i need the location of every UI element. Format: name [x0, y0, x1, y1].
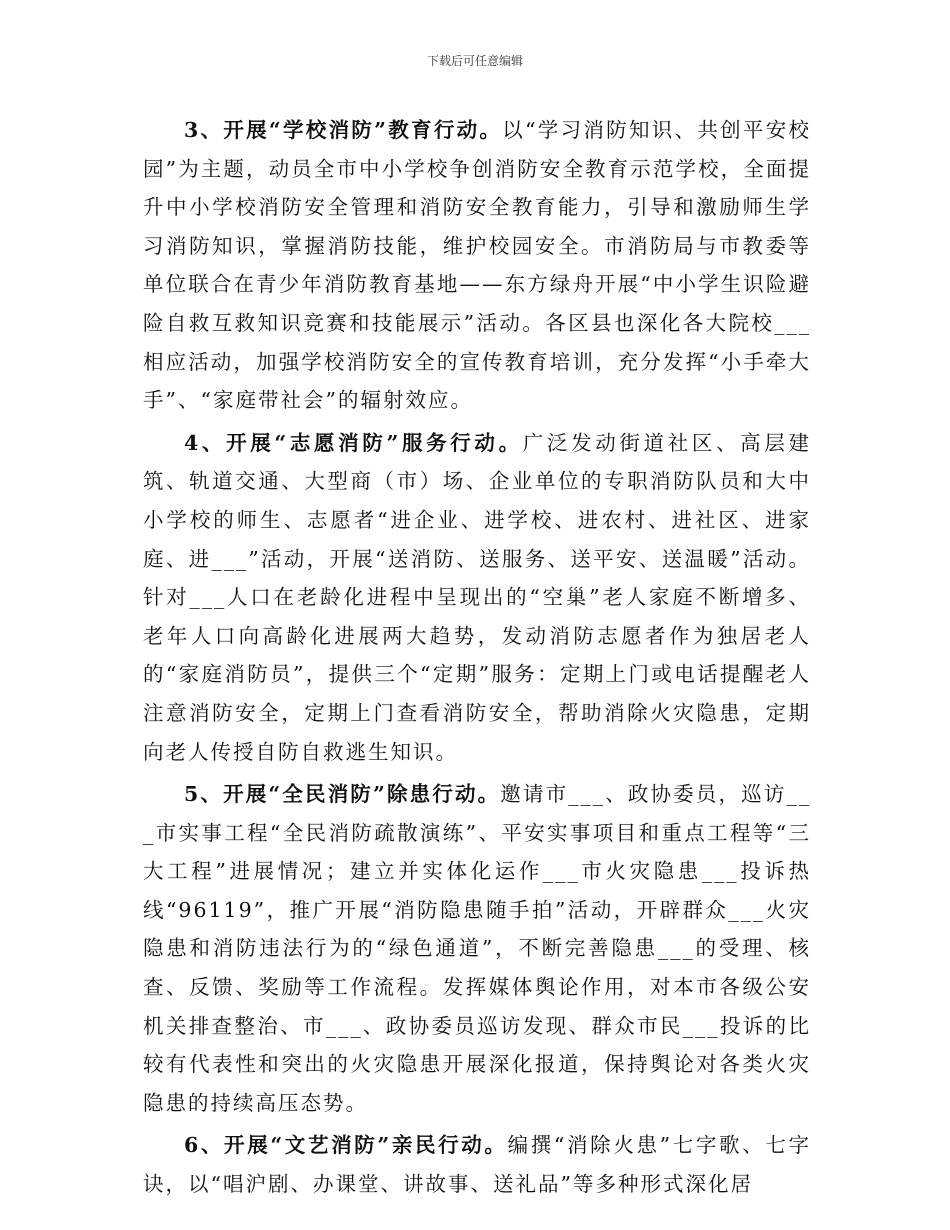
paragraph-title: 6、开展“文艺消防”亲民行动。	[184, 1133, 508, 1158]
paragraph-school-fire	[143, 111, 811, 420]
paragraph-text: 广泛发动街道社区、高层建筑、轨道交通、大型商（市）场、企业单位的专职消防队员和大中小学校的师生、志愿者“进企业、进学校、进农村、进社区、进家庭、进___”活动，开展“送消防、送服务、送平安、送温暖”活动。针对___人口在老龄化进程中呈现出的“空巢”老人家庭不断增多、老年人口向高龄化进展两大趋势，发动消防志愿者作为独居老人的“家庭消防员”，提供三个“定期”服务：定期上门或电话提醒老人注意消防安全，定期上门查看消防安全，帮助消除火灾隐患，定期向老人传授自防自救逃生知识。	[143, 430, 812, 764]
paragraph-text: 编撰“消除火患”七字歌、七字诀，以“唱沪剧、办课堂、讲故事、送礼品”等多种形式深化居	[143, 1133, 811, 1197]
paragraph-public-fire	[143, 775, 811, 1122]
paragraph-arts-fire	[143, 1126, 811, 1203]
page-header: 下载后可任意编辑	[426, 54, 523, 68]
document-body	[143, 111, 811, 1208]
paragraph-text: 以“学习消防知识、共创平安校园”为主题，动员全市中小学校争创消防安全教育示范学校，全面提升中小学校消防安全管理和消防安全教育能力，引导和激励师生学习消防知识，掌握消防技能，维护校园安全。市消防局与市教委等单位联合在青少年消防教育基地——东方绿舟开展“中小学生识险避险自救互救知识竞赛和技能展示”活动。各区县也深化各大院校___相应活动，加强学校消防安全的宣传教育培训，充分发挥“小手牵大手”、“家庭带社会”的辐射效应。	[143, 118, 811, 413]
paragraph-text: 邀请市___、政协委员，巡访___市实事工程“全民消防疏散演练”、平安实事项目和重点工程等“三大工程”进展情况；建立并实体化运作___市火灾隐患___投诉热线“96119”，推广开展“消防隐患随手拍”活动，开辟群众___火灾隐患和消防违法行为的“绿色通道”，不断完善隐患___的受理、核查、反馈、奖励等工作流程。发挥媒体舆论作用，对本市各级公安机关排查整治、市___、政协委员巡访发现、群众市民___投诉的比较有代表性和突出的火灾隐患开展深化报道，保持舆论对各类火灾隐患的持续高压态势。	[143, 782, 811, 1115]
paragraph-title: 4、开展“志愿消防”服务行动。	[184, 430, 523, 455]
paragraph-title: 3、开展“学校消防”教育行动。	[184, 118, 503, 142]
paragraph-volunteer-fire	[143, 424, 811, 771]
paragraph-title: 5、开展“全民消防”除患行动。	[184, 782, 501, 807]
